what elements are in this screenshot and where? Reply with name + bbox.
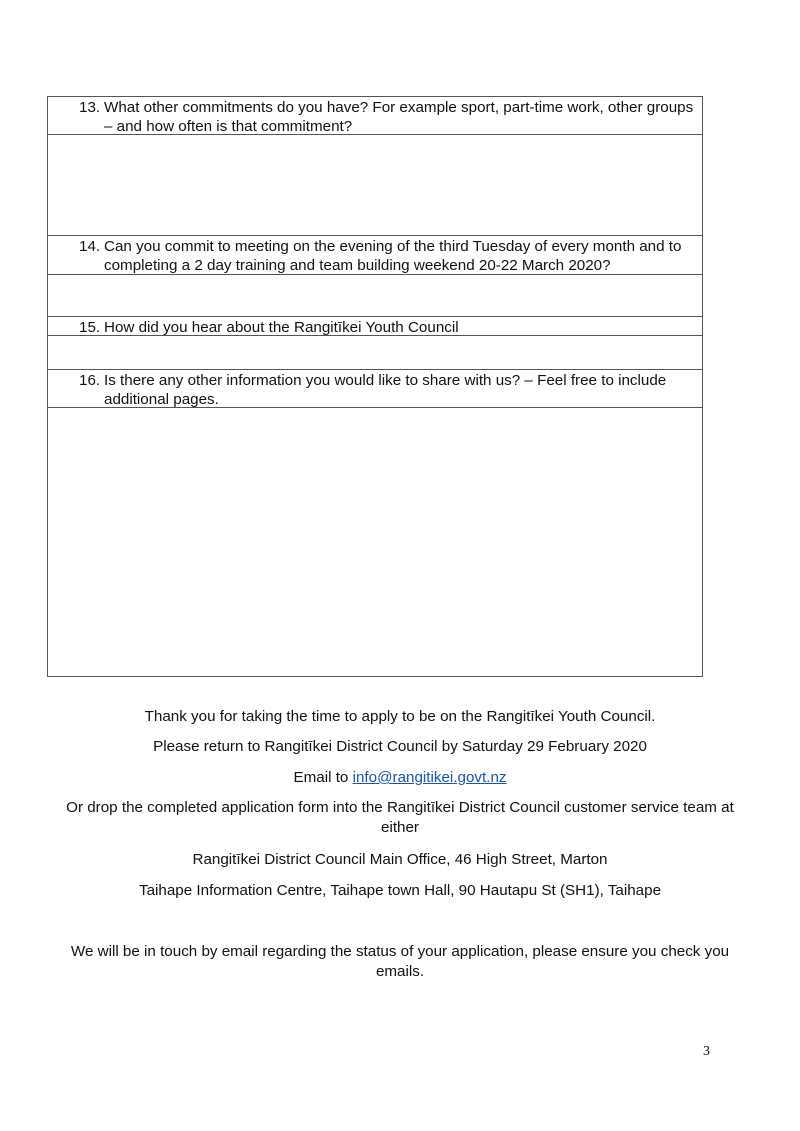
question-number: 16. xyxy=(79,372,101,389)
question-16 xyxy=(48,370,702,408)
question-text: What other commitments do you have? For example sport, part-time work, other groups – and how often is that commitment? xyxy=(104,99,694,135)
question-14 xyxy=(48,236,702,275)
answer-box-14[interactable] xyxy=(48,275,702,317)
thank-you-text: Thank you for taking the time to apply to be on the Rangitīkei Youth Council. xyxy=(144,708,656,725)
question-text: How did you hear about the Rangitīkei Youth Council xyxy=(104,319,459,336)
question-text: Is there any other information you would like to share with us? – Feel free to include additional pages. xyxy=(104,372,667,408)
application-form-table xyxy=(47,96,703,677)
question-13 xyxy=(48,97,702,135)
question-text: Can you commit to meeting on the evening of the third Tuesday of every month and to completing a 2 day training and team building weekend 20-22 March 2020? xyxy=(104,238,682,274)
question-number: 13. xyxy=(79,99,101,116)
email-link[interactable]: info@rangitikei.govt.nz xyxy=(352,769,507,786)
answer-box-13[interactable] xyxy=(48,135,702,236)
return-deadline-text: Please return to Rangitīkei District Council by Saturday 29 February 2020 xyxy=(153,738,647,755)
main-office-address: Rangitīkei District Council Main Office, 46 High Street, Marton xyxy=(192,851,608,868)
email-prefix: Email to xyxy=(293,769,353,786)
question-number: 14. xyxy=(79,238,101,255)
question-15 xyxy=(48,317,702,336)
answer-box-16[interactable] xyxy=(48,408,702,676)
drop-off-text: Or drop the completed application form into the Rangitīkei District Council customer service team at either xyxy=(66,799,734,836)
contact-note: We will be in touch by email regarding the status of your application, please ensure you check you emails. xyxy=(70,943,730,980)
email-line xyxy=(47,768,753,788)
taihape-office-address: Taihape Information Centre, Taihape town Hall, 90 Hautapu St (SH1), Taihape xyxy=(138,882,662,899)
page-number: 3 xyxy=(703,1044,710,1059)
answer-box-15[interactable] xyxy=(48,336,702,370)
question-number: 15. xyxy=(79,319,101,336)
